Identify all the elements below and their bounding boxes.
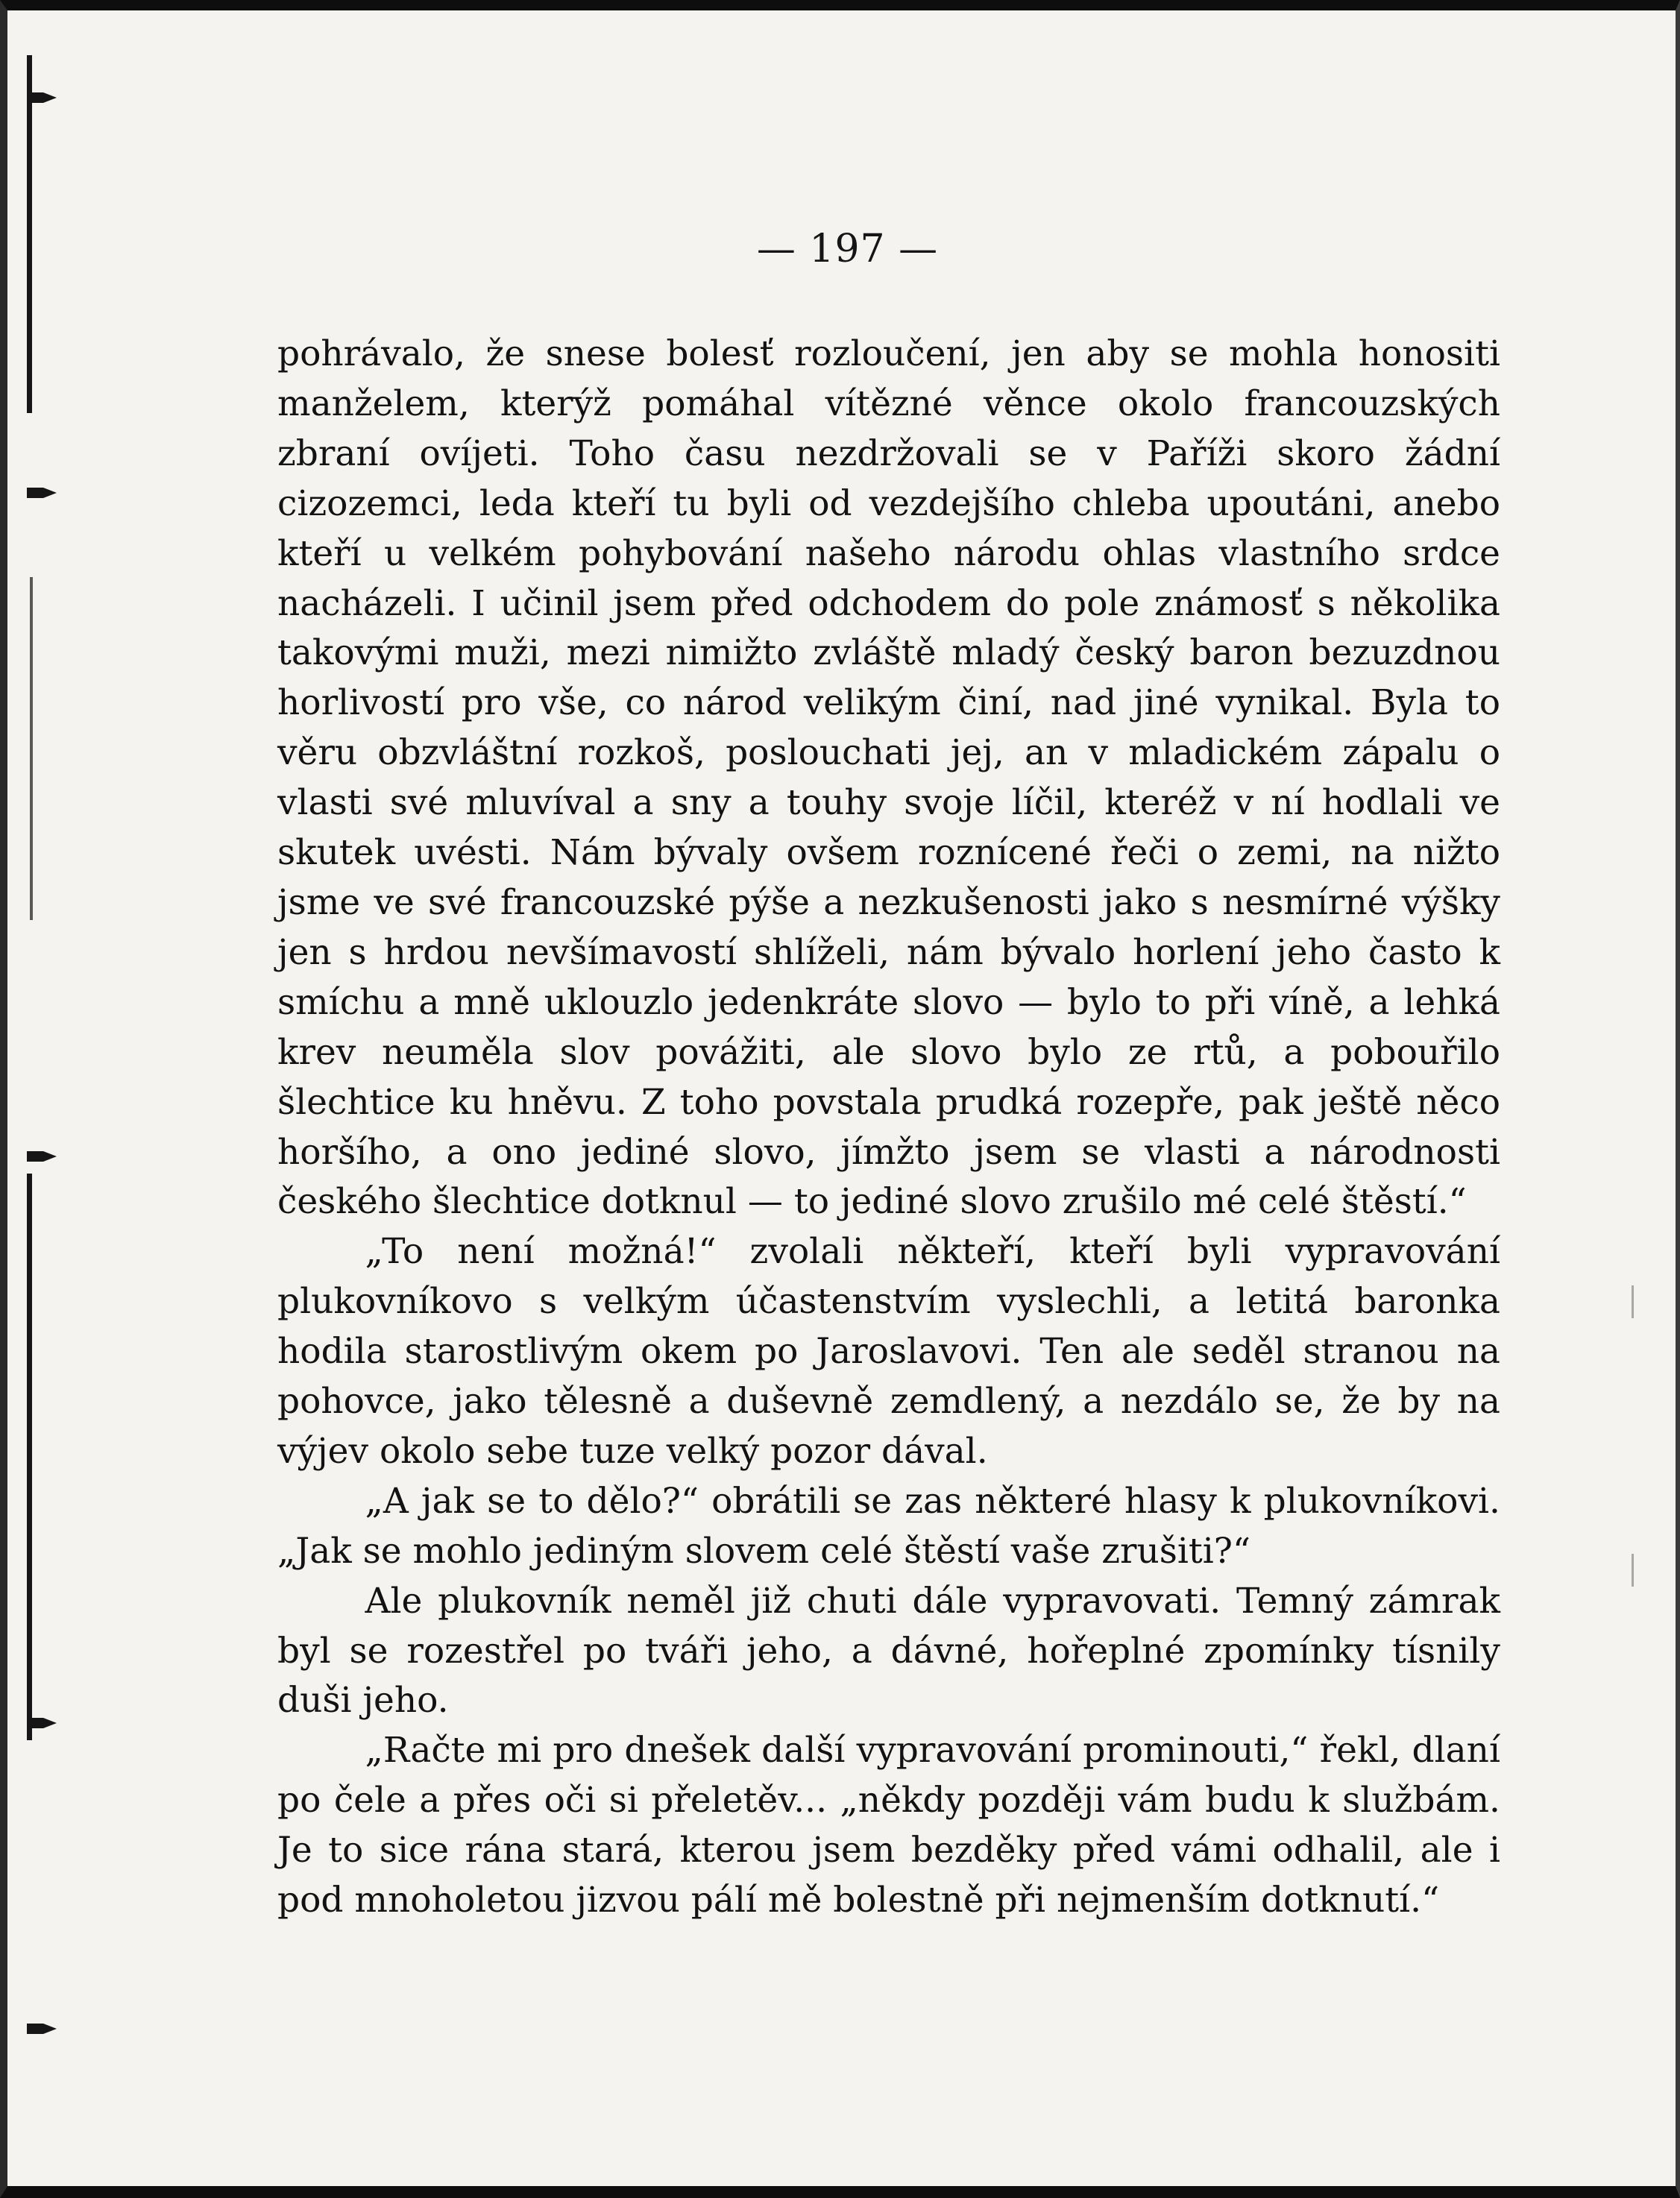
binding-line (30, 577, 33, 920)
page-number: — 197 — (756, 227, 939, 271)
paragraph: „To není možná!“ zvolali někteří, kteří byli vypravování plukovníkovo s velkým účastenstvím vyslechli, a letitá baronka hodila starostlivým okem po Jaroslavovi. Ten ale seděl stranou na pohovce, jako tělesně a duševně zemdlený, a nezdálo se, že by na výjev okolo sebe tuze velký pozor dával. (277, 1231, 1500, 1472)
right-edge-mark (1632, 1554, 1634, 1587)
binding-line (27, 1174, 32, 1740)
paragraph: Ale plukovník neměl již chuti dále vypravovati. Temný zámrak byl se rozestřel po tváři jeho, a dávné, hořeplné zpomínky tísnily duši jeho. (277, 1580, 1500, 1722)
binding-edge (7, 10, 60, 2186)
binding-tick (27, 1151, 57, 1162)
binding-tick (27, 2024, 57, 2034)
paragraph: pohrávalo, že snese bolesť rozloučení, jen aby se mohla honositi manželem, kterýž pomáhal vítězné věnce okolo francouzských zbraní ovíjeti. Toho času nezdržovali se v Paříži skoro žádní cizozemci, leda kteří tu byli od vezdejšího chleba upoutáni, anebo kteří u velkém pohybování našeho národu ohlas vlastního srdce nacházeli. I učinil jsem před odchodem do pole známosť s několika takovými muži, mezi nimižto zvláště mladý český baron bezuzdnou horlivostí pro vše, co národ velikým činí, nad jiné vynikal. Byla to věru obzvláštní rozkoš, poslouchati jej, an v mladickém zápalu o vlasti své mluvíval a sny a touhy svoje líčil, kteréž v ní hodlali ve skutek uvésti. Nám bývaly ovšem roznícené řeči o zemi, na nižto jsme ve své francouzské pýše a nezkušenosti jako s nesmírné výšky jen s hrdou nevšímavostí shlíželi, nám bývalo horlení jeho často k smíchu a mně uklouzlo jedenkráte slovo — bylo to při víně, a lehká krev neuměla slov povážiti, ale slovo bylo ze rtů, a pobouřilo šlechtice ku hněvu. Z toho povstala prudká rozepře, pak ještě něco horšího, a ono jediné slovo, jímžto jsem se vlasti a národnosti českého šlechtice dotknul — to jediné slovo zrušilo mé celé štěstí.“ (277, 333, 1500, 1223)
right-edge-mark (1632, 1285, 1634, 1318)
body-text (277, 330, 1500, 1926)
binding-tick (27, 1718, 57, 1728)
binding-tick (27, 92, 57, 103)
paragraph: „A jak se to dělo?“ obrátili se zas některé hlasy k plukovníkovi. „Jak se mohlo jediným slovem celé štěstí vaše zrušiti?“ (277, 1480, 1500, 1572)
paragraph: „Račte mi pro dnešek další vypravování prominouti,“ řekl, dlaní po čele a přes oči si přeletěv... „někdy později vám budu k službám. Je to sice rána stará, kterou jsem bezděky před vámi odhalil, ale i pod mnoholetou jizvou pálí mě bolestně při nejmenším dotknutí.“ (277, 1730, 1500, 1921)
binding-tick (27, 488, 57, 498)
